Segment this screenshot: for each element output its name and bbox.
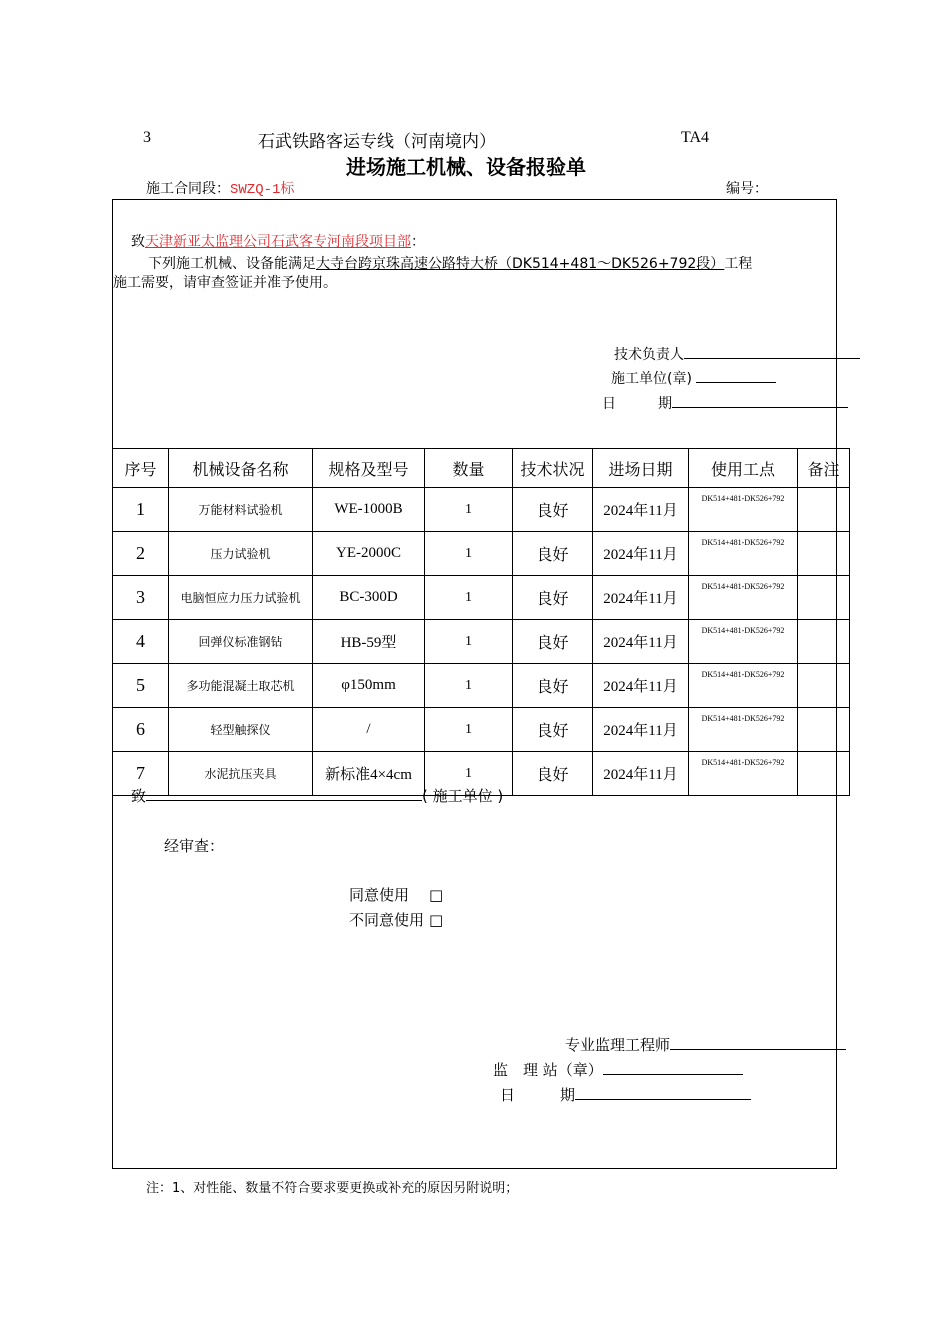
cell-seq: 3 <box>113 576 169 620</box>
to-prefix: 致 <box>131 234 145 250</box>
agree-option[interactable] <box>349 884 443 905</box>
review-date <box>500 1084 751 1105</box>
header-remark: 备注 <box>798 449 850 488</box>
contract-section-value: SWZQ-1标 <box>230 182 295 198</box>
footer-note: 注：1、对性能、数量不符合要求要更换或补充的原因另附说明； <box>146 1181 519 1196</box>
equipment-table <box>112 448 850 796</box>
review-recipient-line <box>131 785 503 806</box>
disagree-checkbox[interactable]: □ <box>429 911 444 929</box>
cell-condition: 良好 <box>513 664 593 708</box>
recipient-colon: ： <box>411 234 425 250</box>
cell-name: 多功能混凝土取芯机 <box>169 664 313 708</box>
cell-name: 轻型触探仪 <box>169 708 313 752</box>
cell-seq: 7 <box>113 752 169 796</box>
cell-name: 万能材料试验机 <box>169 488 313 532</box>
construction-unit-label: 施工单位(章) <box>611 371 692 387</box>
recipient-name: 天津新亚太监理公司石武客专河南段项目部 <box>145 234 411 250</box>
cell-site: DK514+481-DK526+792 <box>689 752 798 796</box>
cell-remark <box>798 620 850 664</box>
agree-label: 同意使用 <box>349 886 410 904</box>
request-line-2: 施工需要，请审查签证并准予使用。 <box>113 275 337 291</box>
review-to-suffix: ( 施工单位 ) <box>422 787 504 805</box>
header-date: 进场日期 <box>593 449 689 488</box>
cell-seq: 1 <box>113 488 169 532</box>
contract-section-label: 施工合同段： <box>146 181 230 197</box>
project-name: 石武铁路客运专线（河南境内） <box>258 132 496 152</box>
supervising-engineer-label: 专业监理工程师 <box>565 1036 671 1054</box>
cell-qty: 1 <box>425 708 513 752</box>
cell-qty: 1 <box>425 664 513 708</box>
cell-qty: 1 <box>425 752 513 796</box>
cell-seq: 4 <box>113 620 169 664</box>
header-seq: 序号 <box>113 449 169 488</box>
form-code: TA4 <box>681 129 710 146</box>
cell-qty: 1 <box>425 532 513 576</box>
table-row <box>113 708 850 752</box>
header-condition: 技术状况 <box>513 449 593 488</box>
cell-date: 2024年11月 <box>593 664 689 708</box>
request-date <box>602 393 848 413</box>
agree-checkbox[interactable]: □ <box>429 886 444 904</box>
cell-condition: 良好 <box>513 620 593 664</box>
request-line-1-suffix: 工程 <box>724 256 753 272</box>
cell-site: DK514+481-DK526+792 <box>689 620 798 664</box>
cell-date: 2024年11月 <box>593 708 689 752</box>
cell-qty: 1 <box>425 488 513 532</box>
cell-condition: 良好 <box>513 708 593 752</box>
cell-condition: 良好 <box>513 488 593 532</box>
review-to-prefix: 致 <box>131 787 147 805</box>
page-number: 3 <box>143 129 151 146</box>
table-row <box>113 532 850 576</box>
reviewed-label: 经审查： <box>164 837 225 855</box>
cell-remark <box>798 532 850 576</box>
request-recipient-line <box>131 231 425 251</box>
document-number-label: 编号： <box>726 181 768 197</box>
cell-date: 2024年11月 <box>593 620 689 664</box>
supervising-engineer-line[interactable] <box>670 1035 846 1050</box>
cell-spec: WE-1000B <box>313 488 425 532</box>
header-qty: 数量 <box>425 449 513 488</box>
contract-section <box>146 178 294 198</box>
disagree-label: 不同意使用 <box>349 911 425 929</box>
supervising-engineer-signature <box>565 1034 846 1055</box>
cell-name: 回弹仪标准钢钻 <box>169 620 313 664</box>
construction-unit-stamp <box>611 368 776 388</box>
cell-date: 2024年11月 <box>593 488 689 532</box>
request-date-label: 日 期 <box>602 396 672 412</box>
cell-site: DK514+481-DK526+792 <box>689 488 798 532</box>
tech-lead-signature-line[interactable] <box>684 344 860 359</box>
tech-lead-signature <box>614 344 860 364</box>
cell-remark <box>798 576 850 620</box>
bridge-project-name: 大寺台跨京珠高速公路特大桥（DK514+481～DK526+792段） <box>316 256 725 272</box>
cell-spec: / <box>313 708 425 752</box>
cell-remark <box>798 488 850 532</box>
cell-date: 2024年11月 <box>593 576 689 620</box>
supervision-station-stamp <box>493 1059 743 1080</box>
cell-name: 压力试验机 <box>169 532 313 576</box>
supervision-station-label: 监 理 站（章） <box>493 1061 603 1079</box>
cell-condition: 良好 <box>513 532 593 576</box>
cell-site: DK514+481-DK526+792 <box>689 664 798 708</box>
table-row <box>113 664 850 708</box>
header-spec: 规格及型号 <box>313 449 425 488</box>
cell-seq: 5 <box>113 664 169 708</box>
cell-site: DK514+481-DK526+792 <box>689 576 798 620</box>
cell-name: 电脑恒应力压力试验机 <box>169 576 313 620</box>
cell-seq: 2 <box>113 532 169 576</box>
supervision-station-line[interactable] <box>603 1060 743 1075</box>
cell-condition: 良好 <box>513 752 593 796</box>
request-line-1 <box>148 253 752 273</box>
cell-date: 2024年11月 <box>593 752 689 796</box>
table-row <box>113 488 850 532</box>
cell-site: DK514+481-DK526+792 <box>689 532 798 576</box>
review-recipient-line-blank[interactable] <box>146 786 422 801</box>
table-row <box>113 576 850 620</box>
tech-lead-label: 技术负责人 <box>614 347 684 363</box>
header-site: 使用工点 <box>689 449 798 488</box>
cell-spec: 新标准4×4cm <box>313 752 425 796</box>
cell-condition: 良好 <box>513 576 593 620</box>
cell-date: 2024年11月 <box>593 532 689 576</box>
page-title: 进场施工机械、设备报验单 <box>346 155 586 179</box>
cell-spec: BC-300D <box>313 576 425 620</box>
review-date-line[interactable] <box>575 1085 751 1100</box>
cell-name: 水泥抗压夹具 <box>169 752 313 796</box>
request-date-line[interactable] <box>672 393 848 408</box>
table-row <box>113 620 850 664</box>
cell-remark <box>798 664 850 708</box>
table-header-row <box>113 449 850 488</box>
review-date-label: 日 期 <box>500 1086 576 1104</box>
cell-remark <box>798 752 850 796</box>
cell-seq: 6 <box>113 708 169 752</box>
cell-spec: YE-2000C <box>313 532 425 576</box>
cell-qty: 1 <box>425 620 513 664</box>
cell-qty: 1 <box>425 576 513 620</box>
cell-spec: HB-59型 <box>313 620 425 664</box>
cell-spec: φ150mm <box>313 664 425 708</box>
cell-site: DK514+481-DK526+792 <box>689 708 798 752</box>
cell-remark <box>798 708 850 752</box>
disagree-option[interactable] <box>349 909 443 930</box>
request-line-1-prefix: 下列施工机械、设备能满足 <box>148 256 316 272</box>
header-name: 机械设备名称 <box>169 449 313 488</box>
construction-unit-line[interactable] <box>696 368 776 383</box>
